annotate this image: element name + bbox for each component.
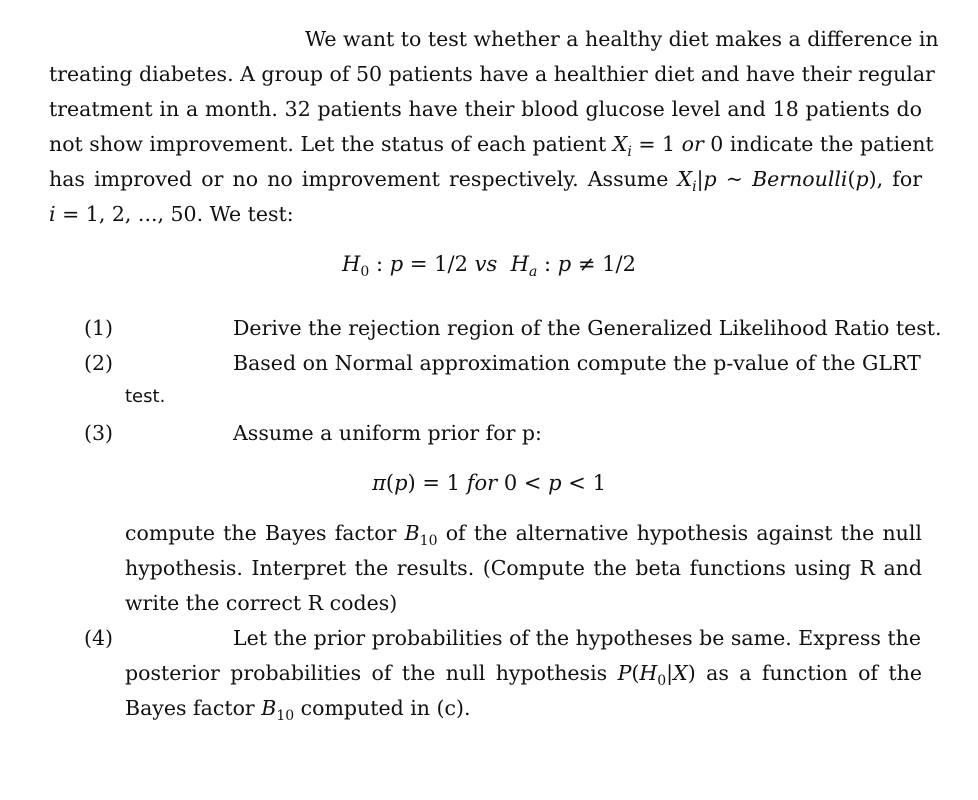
word-for: for [466, 471, 498, 495]
var-p: p [703, 167, 717, 191]
intro-line-4 [49, 127, 934, 162]
var-x: X [673, 661, 688, 685]
intro-text-3: treatment in a month. 32 patients have their blood glucose level and 18 patients do [49, 97, 922, 121]
colon: : [369, 252, 390, 276]
word-or: or [681, 132, 704, 156]
var-i: i [49, 202, 56, 226]
var-x: X [677, 167, 693, 191]
intro-text-6: = 1, 2, ..., 50. We test: [55, 202, 294, 226]
intro-text-5a: has improved or no no improvement respectively. Assume [49, 167, 678, 191]
q1-text: Derive the rejection region of the Generalized Likelihood Ratio test. [233, 316, 942, 340]
intro-text-2: treating diabetes. A group of 50 patients have a healthier diet and have their regular [49, 62, 935, 86]
q1-number: (1) [84, 316, 114, 340]
q3-line-2 [125, 551, 922, 586]
b-symbol: B [261, 696, 277, 720]
p-symbol: P [617, 661, 632, 685]
paren: ) [687, 661, 696, 685]
q4-line-2 [125, 656, 922, 691]
h-symbol: H [342, 252, 361, 276]
q4-text-3b: computed in (c). [294, 696, 471, 720]
q4-line-3 [125, 691, 922, 726]
b-sub: 10 [276, 708, 295, 725]
intro-text-1: We want to test whether a healthy diet makes a difference in [305, 27, 939, 51]
paren: ( [631, 661, 640, 685]
q4-text-3a: Bayes factor [125, 696, 262, 720]
colon: : [537, 252, 558, 276]
var-p: p [389, 252, 404, 276]
intro-line-3 [49, 92, 922, 127]
q3-text-1a: compute the Bayes factor [125, 521, 405, 545]
sub-i: i [627, 144, 632, 161]
var-p: p [394, 471, 408, 495]
b-symbol: B [404, 521, 420, 545]
bernoulli: Bernoulli [752, 167, 848, 191]
intro-line-2 [49, 57, 935, 92]
intro-line-5 [49, 162, 922, 197]
h-symbol: H [510, 252, 529, 276]
var-x: X [612, 132, 628, 156]
tilde: ~ [716, 167, 753, 191]
q4-text-2a: posterior probabilities of the null hypothesis [125, 661, 618, 685]
q4-number: (4) [84, 626, 114, 650]
neq-half: ≠ 1/2 [571, 252, 636, 276]
b-sub: 10 [419, 533, 438, 550]
bar: | [696, 167, 704, 191]
intro-text-4a: not show improvement. Let the status of each patient [49, 132, 613, 156]
intro-text-4c: 0 indicate the patient [703, 132, 934, 156]
prior-equation [0, 466, 978, 501]
paren: ( [847, 167, 856, 191]
q4-text-2b: as a function of the [695, 661, 922, 685]
vs: vs [474, 252, 498, 276]
h-symbol: H [639, 661, 658, 685]
q3-line-1 [125, 516, 922, 551]
q2-number: (2) [84, 351, 114, 375]
lt-zero: 0 < [497, 471, 549, 495]
q3-number: (3) [84, 421, 114, 445]
lt-one: < 1 [561, 471, 606, 495]
q3-text-3: write the correct R codes) [125, 591, 398, 615]
h0-sub: 0 [657, 673, 667, 690]
hypothesis-equation [0, 247, 978, 282]
intro-line-1 [305, 22, 939, 57]
intro-line-6 [49, 197, 922, 232]
bar: | [666, 661, 674, 685]
sub-i: i [692, 179, 697, 196]
var-p: p [548, 471, 562, 495]
q3-line-3 [125, 586, 922, 621]
q3-text: Assume a uniform prior for p: [233, 421, 542, 445]
var-p: p [557, 252, 572, 276]
q4-text: Let the prior probabilities of the hypotheses be same. Express the [233, 626, 921, 650]
eq-one: ) = 1 [407, 471, 467, 495]
var-p: p [855, 167, 869, 191]
q3-text-2: hypothesis. Interpret the results. (Compute the beta functions using R and [125, 556, 922, 580]
h0-sub: 0 [360, 264, 370, 281]
ha-sub: a [528, 264, 538, 281]
paren: ( [385, 471, 395, 495]
q2-text: Based on Normal approximation compute the p-value of the GLRT [233, 351, 921, 375]
q3-text-1b: of the alternative hypothesis against the null [437, 521, 922, 545]
pi-symbol: π [372, 471, 386, 495]
eq-half: = 1/2 [403, 252, 475, 276]
q2-continuation: test. [125, 386, 166, 407]
intro-text-5e: ), for [868, 167, 922, 191]
intro-text-4b: = 1 [631, 132, 682, 156]
